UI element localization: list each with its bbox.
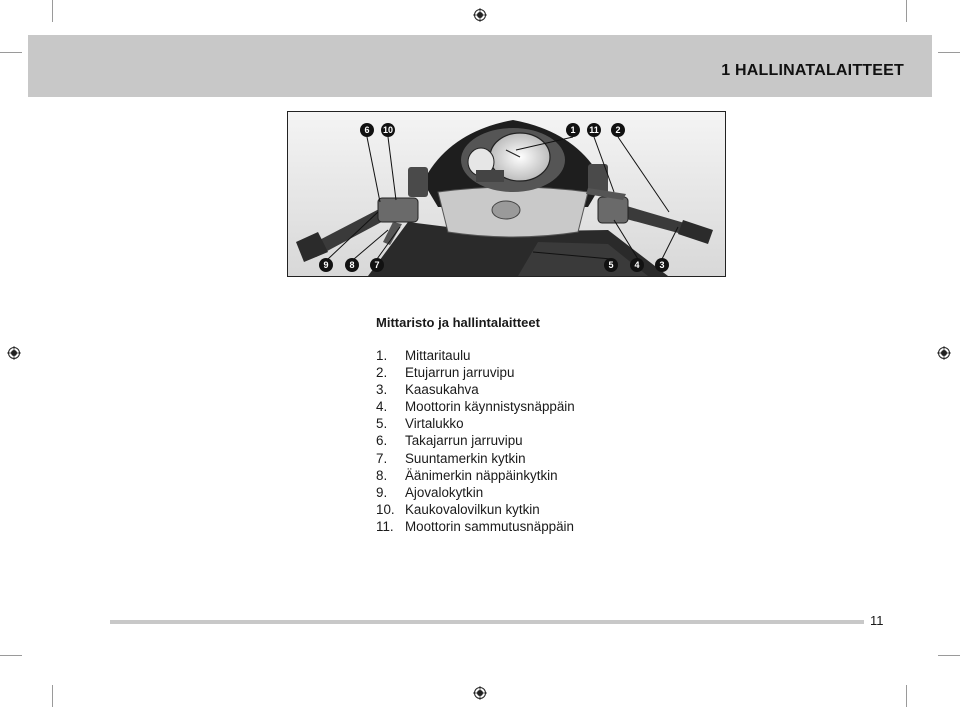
registration-mark-icon — [473, 686, 487, 700]
svg-text:2: 2 — [615, 125, 621, 135]
page-number: 11 — [870, 613, 884, 628]
item-label: Kaukovalovilkun kytkin — [405, 501, 540, 517]
item-label: Mittaritaulu — [405, 348, 471, 363]
svg-text:6: 6 — [364, 125, 370, 135]
item-label: Virtalukko — [405, 416, 464, 432]
crop-mark — [0, 655, 22, 656]
handlebar-figure — [287, 111, 726, 277]
figure-caption: Mittaristo ja hallintalaitteet — [376, 315, 540, 330]
item-label: Takajarrun jarruvipu — [405, 433, 523, 449]
item-number: 10. — [376, 501, 395, 517]
list-item — [376, 364, 575, 381]
callout-marker — [360, 123, 374, 137]
svg-text:10: 10 — [382, 125, 394, 135]
item-number: 5. — [376, 416, 388, 432]
registration-mark-icon — [473, 8, 487, 22]
list-item — [376, 518, 575, 535]
registration-mark-icon — [7, 346, 21, 360]
crop-mark — [906, 0, 907, 22]
svg-text:11: 11 — [589, 125, 599, 135]
item-label: Moottorin käynnistysnäppäin — [405, 399, 575, 415]
item-number: 11. — [376, 518, 394, 534]
crop-mark — [52, 685, 53, 707]
list-item — [376, 467, 575, 484]
callout-marker — [381, 123, 395, 137]
callout-marker — [611, 123, 625, 137]
svg-text:8: 8 — [349, 260, 355, 270]
list-item — [376, 415, 575, 432]
item-number: 9. — [376, 484, 388, 500]
item-label: Etujarrun jarruvipu — [405, 365, 515, 381]
list-item — [376, 381, 575, 398]
callout-marker — [566, 123, 580, 137]
list-item — [376, 347, 575, 364]
list-item — [376, 450, 575, 467]
crop-mark — [52, 0, 53, 22]
item-label: Äänimerkin näppäinkytkin — [405, 467, 558, 483]
callout-marker — [655, 258, 669, 272]
section-title: 1 HALLINATALAITTEET — [721, 62, 904, 79]
header-band — [28, 35, 932, 97]
list-item — [376, 484, 575, 501]
list-item — [376, 501, 575, 518]
registration-mark-icon — [937, 346, 951, 360]
handlebar-illustration — [288, 112, 725, 276]
callout-marker — [370, 258, 384, 272]
footer-rule — [110, 620, 864, 624]
item-number: 3. — [376, 382, 388, 398]
item-number: 8. — [376, 467, 388, 483]
item-number: 4. — [376, 399, 388, 415]
callout-marker — [345, 258, 359, 272]
item-label: Moottorin sammutusnäppäin — [405, 518, 574, 534]
crop-mark — [906, 685, 907, 707]
svg-text:5: 5 — [608, 260, 614, 270]
crop-mark — [938, 655, 960, 656]
crop-mark — [0, 52, 22, 53]
svg-text:9: 9 — [323, 260, 329, 270]
item-label: Suuntamerkin kytkin — [405, 450, 526, 466]
item-number: 7. — [376, 450, 388, 466]
item-number: 6. — [376, 433, 388, 449]
svg-text:3: 3 — [659, 260, 665, 270]
parts-list — [376, 347, 575, 535]
callout-marker — [604, 258, 618, 272]
svg-text:7: 7 — [374, 260, 380, 270]
item-label: Ajovalokytkin — [405, 484, 484, 500]
callout-marker — [587, 123, 601, 137]
list-item — [376, 432, 575, 449]
crop-mark — [938, 52, 960, 53]
callout-marker — [319, 258, 333, 272]
svg-text:1: 1 — [570, 125, 576, 135]
list-item — [376, 398, 575, 415]
item-number: 1. — [376, 348, 388, 363]
callout-marker — [630, 258, 644, 272]
item-label: Kaasukahva — [405, 382, 479, 398]
item-number: 2. — [376, 365, 388, 381]
svg-text:4: 4 — [634, 260, 640, 270]
